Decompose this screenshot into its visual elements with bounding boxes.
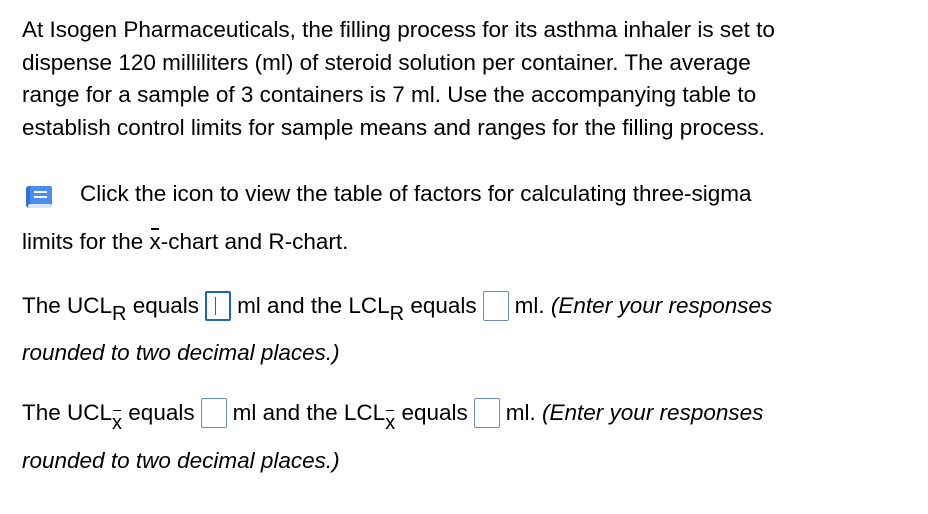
- problem-line: range for a sample of 3 containers is 7 ml. Use the accompanying table to: [22, 82, 757, 107]
- mean-limits-question: [22, 398, 764, 434]
- subscript: [112, 412, 122, 435]
- question-text: The UCL: [22, 400, 113, 425]
- lcl-r-input[interactable]: [483, 291, 509, 321]
- problem-line: dispense 120 milliliters (ml) of steroid solution per container. The average: [22, 49, 751, 75]
- instruction-text: (Enter your responses: [550, 293, 773, 318]
- instruction-continuation: rounded to two decimal places.): [22, 340, 340, 365]
- x-bar-symbol: x: [112, 412, 123, 434]
- problem-statement: [22, 14, 912, 144]
- question-text: equals: [122, 400, 195, 425]
- helper-text[interactable]: Click the icon to view the table of factors for calculating three-sigma: [80, 181, 752, 206]
- x-bar-symbol: x: [149, 229, 161, 254]
- helper-text-line2: [22, 229, 348, 255]
- book-icon[interactable]: [22, 184, 62, 210]
- subscript: [385, 412, 395, 435]
- range-limits-question: [22, 291, 773, 325]
- question-text: The UCL: [22, 293, 113, 318]
- x-bar-symbol: x: [385, 412, 396, 434]
- lcl-xbar-input[interactable]: [474, 398, 500, 428]
- problem-line: establish control limits for sample means and ranges for the filling process.: [22, 114, 765, 140]
- instruction-text: (Enter your responses: [542, 400, 764, 425]
- subscript: R: [112, 303, 127, 325]
- ucl-r-input[interactable]: [205, 291, 231, 321]
- question-text: ml and the LCL: [232, 400, 386, 425]
- subscript: R: [389, 303, 405, 325]
- question-text: equals: [395, 400, 468, 425]
- question-text: equals: [126, 293, 200, 318]
- question-text: ml and the LCL: [237, 293, 390, 318]
- helper-text: -chart and R-chart.: [160, 229, 349, 254]
- problem-line: At Isogen Pharmaceuticals, the filling process for its asthma inhaler is set to: [22, 17, 775, 42]
- ucl-xbar-input[interactable]: [201, 398, 227, 428]
- instruction-continuation: rounded to two decimal places.): [22, 448, 340, 473]
- question-text: ml.: [514, 293, 551, 318]
- question-text: equals: [404, 293, 477, 318]
- question-text: ml.: [505, 400, 543, 425]
- helper-text: limits for the: [22, 229, 150, 254]
